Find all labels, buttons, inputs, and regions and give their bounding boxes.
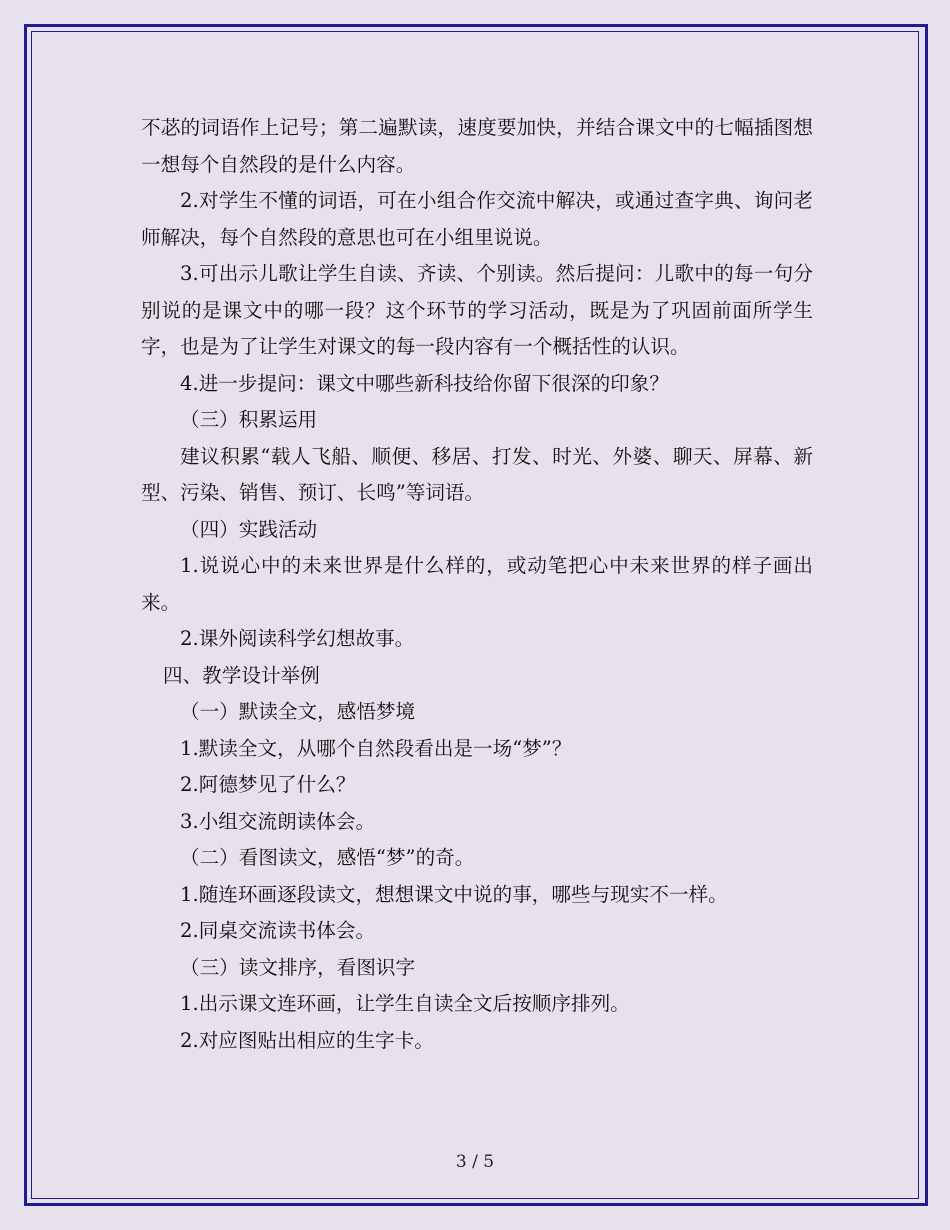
section-heading-sorting: （三）读文排序，看图识字 (180, 955, 416, 979)
list-item: 1.随连环画逐段读文，想想课文中说的事，哪些与现实不一样。 (180, 882, 728, 906)
list-item: 2.对应图贴出相应的生字卡。 (180, 1028, 434, 1052)
chapter-heading-design: 四、教学设计举例 (163, 663, 320, 687)
document-body (141, 110, 813, 1059)
paragraph-vocabulary: 建议积累“载人飞船、顺便、移居、打发、时光、外婆、聊天、屏幕、新型、污染、销售、预订、长鸣”等词语。 (141, 444, 813, 504)
section-heading-practice: （四）实践活动 (180, 517, 318, 541)
list-item: 1.默读全文，从哪个自然段看出是一场“梦”？ (180, 736, 572, 760)
page-number: 3 / 5 (455, 1152, 495, 1172)
section-heading-picture-reading: （二）看图读文，感悟“梦”的奇。 (180, 846, 475, 869)
section-heading-accumulate: （三）积累运用 (180, 408, 318, 431)
list-item: 2.同桌交流读书体会。 (180, 919, 376, 942)
list-item: 2.阿德梦见了什么？ (180, 773, 356, 796)
paragraph-practice-2: 2.课外阅读科学幻想故事。 (180, 627, 415, 650)
paragraph-step-3: 3.可出示儿歌让学生自读、齐读、个别读。然后提问：儿歌中的每一句分别说的是课文中的哪一段？这个环节的学习活动，既是为了巩固前面所学生字，也是为了让学生对课文的每一段内容有一个概括性的认识。 (141, 262, 813, 358)
paragraph-continuation: 不苾的词语作上记号；第二遍默读，速度要加快，并结合课文中的七幅插图想一想每个自然段的是什么内容。 (141, 116, 813, 176)
section-heading-silent-reading: （一）默读全文，感悟梦境 (180, 700, 416, 723)
list-item: 3.小组交流朗读体会。 (180, 809, 376, 833)
paragraph-step-4: 4.进一步提问：课文中哪些新科技给你留下很深的印象？ (180, 371, 669, 395)
list-item: 1.出示课文连环画，让学生自读全文后按顺序排列。 (180, 992, 630, 1015)
paragraph-practice-1: 1.说说心中的未来世界是什么样的，或动笔把心中未来世界的样子画出来。 (141, 554, 813, 614)
paragraph-step-2: 2.对学生不懂的词语，可在小组合作交流中解决，或通过查字典、询问老师解决，每个自然段的意思也可在小组里说说。 (141, 189, 813, 249)
